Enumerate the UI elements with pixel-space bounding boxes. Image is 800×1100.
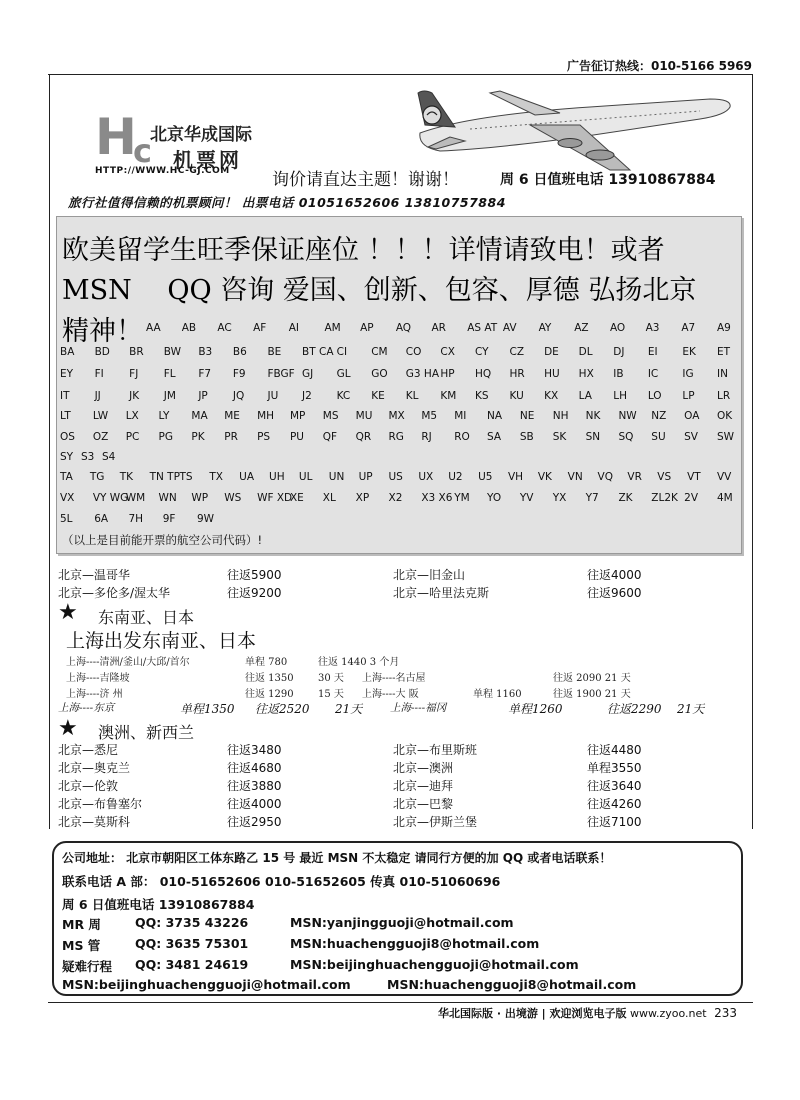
airline-code: AO [609,322,626,334]
airline-code: 9W [197,513,215,525]
airline-code: SU [651,431,666,443]
airline-code: PU [289,431,304,443]
airline-code: LW [92,410,109,422]
airline-code: NH [552,410,569,422]
airline-code-row [0,492,800,512]
route-from: 北京—伊斯兰堡 [393,815,478,829]
airline-code: PC [125,431,140,443]
airline-code: NK [585,410,601,422]
airline-code: DJ [613,346,625,358]
airline-code: G3 HA [405,368,440,380]
airline-code: OA [684,410,700,422]
airline-code: WM [125,492,146,504]
airline-code: BT CA [302,346,334,358]
airline-code: KL [405,390,419,402]
contact-msn[interactable]: MSN:huachengguoji8@hotmail.com [290,936,540,951]
airline-code: YV [519,492,534,504]
airline-code: MX [388,410,405,422]
airline-code: AV [502,322,517,334]
airline-code: LY [158,410,170,422]
airline-code: LR [717,390,731,402]
airline-code: U2 [448,471,463,483]
airline-code: XP [355,492,370,504]
page-number: 233 [714,1006,737,1020]
airline-code: YM [454,492,470,504]
airline-code: VR [627,471,642,483]
contact-msn[interactable]: MSN:beijinghuachengguoji@hotmail.com [290,957,579,972]
airline-code: AR [431,322,446,334]
airline-code: TN TP [149,471,180,483]
route-price: 往返7100 [587,815,642,829]
sea-route: 上海----清洲/釜山/大邱/首尔 [66,657,190,668]
airline-code: SW [717,431,735,443]
airline-code: NW [618,410,637,422]
airline-code: MP [289,410,306,422]
airline-code: US [388,471,403,483]
route-price: 往返9600 [587,586,642,600]
route-price: 单程3550 [587,761,642,775]
airline-code: B6 [232,346,247,358]
contact-qq[interactable]: QQ: 3735 43226 [135,915,249,930]
airline-code: WN [158,492,177,504]
airline-code: VS [657,471,672,483]
airline-code: MU [355,410,373,422]
airline-code: RJ [421,431,432,443]
route-from: 北京—巴黎 [393,797,454,811]
airline-code: HP [440,368,455,380]
airline-code: WS [224,492,242,504]
airline-code: YO [487,492,502,504]
airline-code-row [0,513,800,533]
sea-price: 往返 1350 [245,673,294,684]
airline-code: JP [198,390,208,402]
airline-code: HQ [474,368,492,380]
contact-name: 疑难行程 [62,959,113,974]
airline-code: UX [418,471,434,483]
airline-code: IB [613,368,624,380]
airline-code: CZ [509,346,525,358]
sea-price: 往返2290 [607,702,662,716]
airline-code: RO [454,431,470,443]
airline-code: NA [487,410,503,422]
airline-code: BA [60,346,75,358]
airline-code: KE [371,390,385,402]
airline-codes-note: （以上是目前能开票的航空公司代码）! [62,533,263,547]
airline-code: A9 [717,322,731,334]
airline-code: CM [371,346,388,358]
airline-code: LT [60,410,71,422]
logo-mark-c: c [133,132,152,170]
logo-subname: 机票网 [173,148,242,172]
duty-phone: 周 6 日值班电话 13910867884 [500,172,716,188]
airline-code: VT [687,471,701,483]
airline-code: SY [60,451,74,463]
airline-code: KC [336,390,351,402]
inquiry-text: 询价请直达主题！谢谢！ [272,170,459,190]
footer-edition: 华北国际版 · 出境游 | 欢迎浏览电子版 [438,1007,627,1020]
airline-code: FBGF [267,368,295,380]
airline-code: AS AT [467,322,498,334]
airline-code: QF [322,431,338,443]
contact-msn[interactable]: MSN:beijinghuachengguoji@hotmail.com [62,977,351,992]
airline-code-row [0,346,800,366]
headline-line-3: 精神！ [62,316,143,347]
airline-code: ZK [618,492,633,504]
sea-days: 21天 [677,702,705,716]
airline-code: AQ [395,322,412,334]
sea-price: 往返2520 [255,702,310,716]
airline-code: 6A [94,513,109,525]
airline-code: 4M [717,492,733,504]
airline-code: AC [217,322,232,334]
airline-code: HU [544,368,560,380]
airline-code: TS [179,471,193,483]
route-from: 北京—哈里法克斯 [393,586,490,600]
route-price: 往返3480 [227,743,282,757]
airline-code-row [0,410,800,430]
route-from: 北京—多伦多/渥太华 [58,586,171,600]
airline-code: MH [257,410,275,422]
footer-rule [48,1002,753,1003]
airline-code: CY [474,346,489,358]
airline-code: TG [89,471,105,483]
airline-code-row [0,471,800,491]
airline-code: WF XD [257,492,293,504]
airplane-illustration [410,85,740,180]
airline-code: VX [60,492,75,504]
airline-code: WP [191,492,209,504]
route-price: 往返4000 [587,568,642,582]
airline-code: ET [717,346,731,358]
airline-code: IG [682,368,694,380]
sea-route: 上海----吉隆坡 [66,673,130,684]
star-icon: ★ [58,716,78,741]
airline-code: X2 [388,492,403,504]
airline-code: SV [684,431,698,443]
route-price: 往返3640 [587,779,642,793]
airline-code: CX [440,346,455,358]
sea-price: 单程 1160 [473,689,522,700]
contact-phone: 联系电话 A 部： 010-51652606 010-51652605 传真 010-51060696 [62,874,501,889]
airline-code: FI [94,368,104,380]
route-from: 北京—莫斯科 [58,815,131,829]
star-icon: ★ [58,600,78,625]
airline-code: KX [544,390,559,402]
airline-code: LO [647,390,662,402]
logo-mark-h: H [95,108,137,166]
route-price: 往返4480 [587,743,642,757]
airline-code: AF [253,322,267,334]
airline-code: VQ [597,471,613,483]
airline-code: TX [209,471,223,483]
airline-code-row [0,368,800,388]
airline-code: BD [94,346,110,358]
airline-code: LP [682,390,695,402]
logo [95,108,275,182]
airline-code: GL [336,368,351,380]
airline-code: SB [519,431,534,443]
airline-code: OS [60,431,75,443]
footer [438,1005,737,1021]
sea-days: 15 天 [318,689,344,700]
contact-name: MS 管 [62,938,101,953]
section-title-sea: 东南亚、日本 [98,608,195,627]
airline-code-row [0,322,800,342]
contact-msn[interactable]: MSN:huachengguoji8@hotmail.com [387,977,637,992]
airline-code: EY [60,368,74,380]
airline-code: U5 [478,471,493,483]
route-price: 往返4260 [587,797,642,811]
airline-code: AZ [574,322,589,334]
sea-price: 往返 1440 3 个月 [318,657,400,668]
route-price: 往返3880 [227,779,282,793]
slogan: 旅行社值得信赖的机票顾问！ 出票电话 01051652606 13810757884 [68,195,506,210]
company-address: 公司地址： 北京市朝阳区工体东路乙 15 号 最近 MSN 不太稳定 请同行方便的加 QQ 或者电话联系！ [62,851,612,865]
airline-code: GJ [302,368,314,380]
sea-price: 单程1350 [180,702,235,716]
airline-code: YX [552,492,567,504]
route-price: 往返5900 [227,568,282,582]
sea-price: 往返 2090 21 天 [553,673,631,684]
airline-code: X3 X6 [421,492,453,504]
airline-code: AA [146,322,161,334]
airline-code: UH [269,471,285,483]
airline-code: AP [360,322,374,334]
airline-code: DE [544,346,559,358]
airline-code: BR [129,346,144,358]
airline-code: LX [125,410,139,422]
airline-code-row [0,390,800,410]
airline-code: CI [336,346,348,358]
airline-code: TA [60,471,73,483]
sea-route: 上海----济 州 [66,689,123,700]
headline-line-2: MSN QQ 咨询 爱国、创新、包容、厚德 弘扬北京 [62,275,697,306]
airline-code: AI [288,322,300,334]
route-from: 北京—温哥华 [58,568,131,582]
airline-code: ME [224,410,240,422]
airline-code: SQ [618,431,634,443]
airline-code: M5 [421,410,438,422]
airline-code: SK [552,431,567,443]
airline-code: F9 [232,368,246,380]
airline-code: 9F [162,513,176,525]
airline-code: PR [224,431,238,443]
airline-code: BW [163,346,181,358]
airline-code: EI [647,346,658,358]
sea-route: 上海----东京 [58,702,115,714]
airline-code: B3 [198,346,213,358]
contact-qq[interactable]: QQ: 3635 75301 [135,936,249,951]
route-from: 北京—伦敦 [58,779,119,793]
airline-code: UA [239,471,255,483]
airline-code: PK [191,431,205,443]
headline-line-1: 欧美留学生旺季保证座位 ！！！详情请致电！或者 [62,235,665,266]
route-price: 往返4000 [227,797,282,811]
sea-price: 单程 780 [245,657,288,668]
footer-site[interactable]: www.zyoo.net [630,1007,707,1020]
airline-code: UP [358,471,373,483]
airline-code: KM [440,390,457,402]
airline-code: AY [538,322,552,334]
airline-code: JQ [232,390,245,402]
airline-code: BE [267,346,282,358]
logo-url[interactable]: HTTP://WWW.HC-GJ.COM [95,166,230,176]
airline-code: NE [519,410,535,422]
airline-code: HR [509,368,525,380]
airline-code: VK [537,471,552,483]
airline-code: NZ [651,410,667,422]
sea-days: 30 天 [318,673,344,684]
airline-code: GO [371,368,388,380]
airline-code: IT [60,390,70,402]
route-from: 北京—悉尼 [58,743,119,757]
route-from: 北京—布鲁塞尔 [58,797,143,811]
contact-msn[interactable]: MSN:yanjingguoji@hotmail.com [290,915,514,930]
sea-route: 上海----大 阪 [362,689,419,700]
airline-code: FJ [129,368,139,380]
airline-code: F7 [198,368,212,380]
airline-code: SA [487,431,502,443]
sea-price: 单程1260 [508,702,563,716]
section-subtitle-sea: 上海出发东南亚、日本 [66,630,257,652]
route-from: 北京—澳洲 [393,761,454,775]
sea-price: 往返 1900 21 天 [553,689,631,700]
airline-code: QR [355,431,372,443]
airline-code: AB [181,322,197,334]
airline-code: OK [717,410,733,422]
airline-code: S3 [81,451,95,463]
route-from: 北京—奥克兰 [58,761,131,775]
airline-code: 2V [684,492,699,504]
airline-code: TK [119,471,134,483]
airline-code: JK [129,390,140,402]
route-price: 往返2950 [227,815,282,829]
airline-code: PG [158,431,174,443]
airline-code: S4 [102,451,116,463]
airline-code: VN [567,471,583,483]
sea-days: 21天 [335,702,363,716]
airline-code: LA [578,390,592,402]
contact-qq[interactable]: QQ: 3481 24619 [135,957,249,972]
airline-code: VY WG [92,492,129,504]
airline-code: 5L [60,513,73,525]
airline-code: JJ [94,390,101,402]
airline-code: MI [454,410,467,422]
logo-name: 北京华成国际 [150,125,252,145]
airline-code: PS [257,431,271,443]
sea-price: 往返 1290 [245,689,294,700]
airline-code: A3 [645,322,660,334]
airline-code: IN [717,368,728,380]
airline-code: MA [191,410,208,422]
route-from: 北京—旧金山 [393,568,466,582]
airline-code-row [0,431,800,451]
airline-code: FL [163,368,176,380]
airline-code: A7 [681,322,696,334]
airline-code: IC [647,368,659,380]
contact-name: MR 周 [62,917,101,932]
airline-code: JU [267,390,279,402]
airline-code: JM [163,390,176,402]
airline-code: OZ [92,431,109,443]
route-price: 往返4680 [227,761,282,775]
airline-code: MS [322,410,339,422]
airline-code: 7H [128,513,144,525]
airline-code: AM [324,322,341,334]
airline-code: CO [405,346,422,358]
airline-code: ZL2K [651,492,678,504]
route-from: 北京—迪拜 [393,779,454,793]
duty-phone-line: 周 6 日值班电话 13910867884 [62,897,255,912]
airline-code: VV [717,471,732,483]
section-title-oceania: 澳洲、新西兰 [98,723,195,742]
airline-code: SN [585,431,601,443]
airline-code: VH [507,471,524,483]
airline-code: KU [509,390,524,402]
airline-code: Y7 [585,492,599,504]
airline-code: RG [388,431,404,443]
airline-code: UN [328,471,345,483]
airline-code: UL [298,471,313,483]
route-from: 北京—布里斯班 [393,743,478,757]
airline-code: HX [578,368,594,380]
airline-code: LH [613,390,627,402]
airline-code: DL [578,346,593,358]
airline-code-row [0,451,800,471]
airline-code: XL [322,492,336,504]
airline-code: XE [289,492,304,504]
hotline: 广告征订热线：010-5166 5969 [566,59,752,73]
airline-code: KS [474,390,489,402]
airline-code: EK [682,346,696,358]
airline-code: J2 [302,390,312,402]
sea-route: 上海----名古屋 [362,673,426,684]
sea-route: 上海----福冈 [390,702,447,714]
route-price: 往返9200 [227,586,282,600]
